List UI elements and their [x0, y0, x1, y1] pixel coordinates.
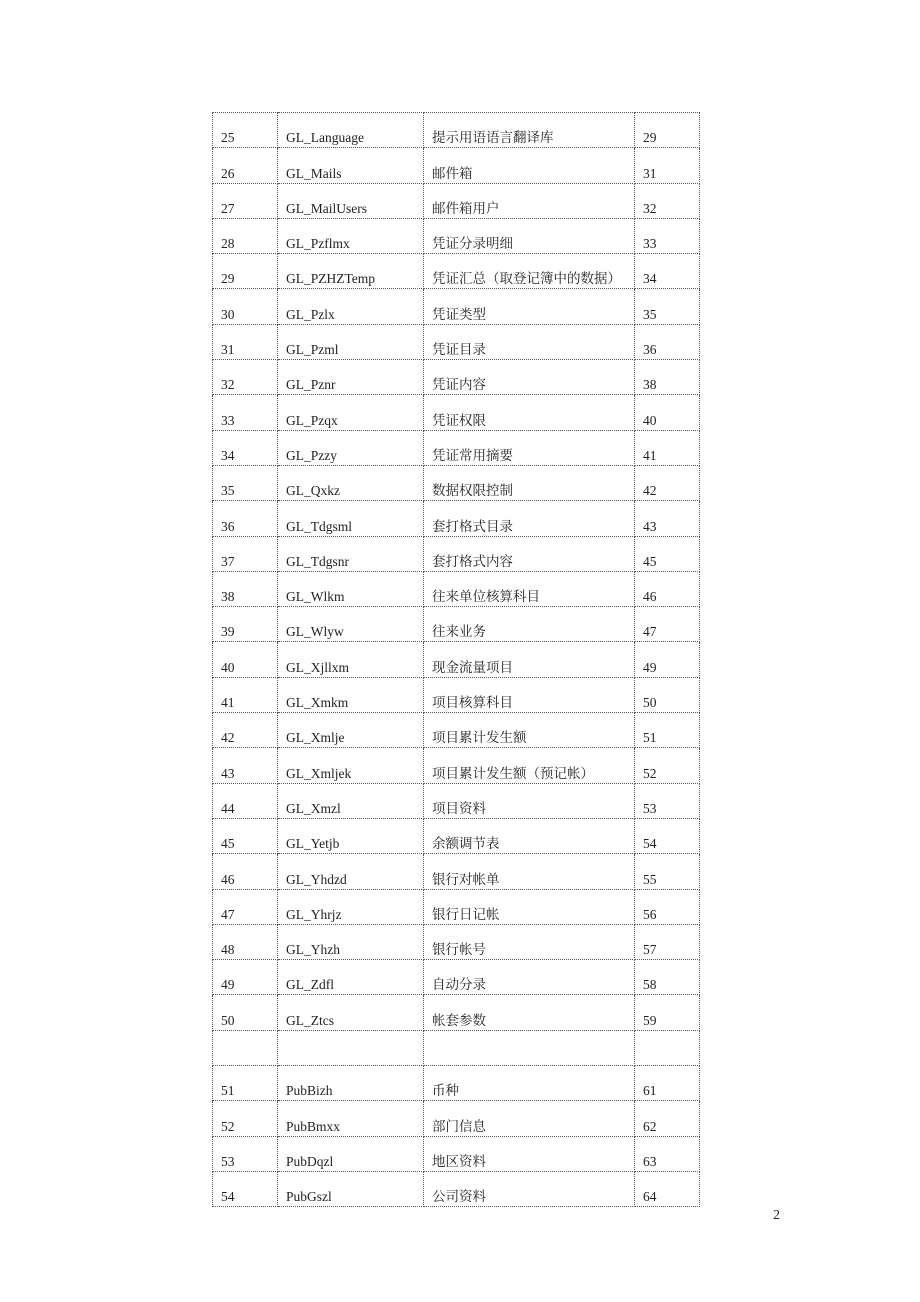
table-name-cell: GL_Xjllxm — [278, 642, 424, 677]
row-number-cell: 44 — [213, 783, 278, 818]
row-number-cell: 54 — [213, 1171, 278, 1206]
page-ref-cell: 49 — [635, 642, 700, 677]
row-number-cell: 48 — [213, 924, 278, 959]
table-row — [213, 818, 700, 853]
table-name-cell: GL_Xmlje — [278, 713, 424, 748]
table-row — [213, 430, 700, 465]
table-name-cell: PubBmxx — [278, 1101, 424, 1136]
description-cell: 项目核算科目 — [424, 677, 635, 712]
row-number-cell: 32 — [213, 360, 278, 395]
table-row — [213, 183, 700, 218]
row-number-cell: 36 — [213, 501, 278, 536]
page-ref-cell: 64 — [635, 1171, 700, 1206]
row-number-cell: 43 — [213, 748, 278, 783]
page-ref-cell: 43 — [635, 501, 700, 536]
description-cell: 余额调节表 — [424, 818, 635, 853]
page-ref-cell: 47 — [635, 607, 700, 642]
description-cell: 自动分录 — [424, 960, 635, 995]
page-ref-cell: 41 — [635, 430, 700, 465]
table-name-cell: GL_Pzzy — [278, 430, 424, 465]
table-row — [213, 113, 700, 148]
page-number: 2 — [773, 1208, 780, 1223]
table-name-cell: GL_Wlkm — [278, 571, 424, 606]
description-cell: 凭证内容 — [424, 360, 635, 395]
table-row — [213, 1171, 700, 1206]
page-ref-cell: 51 — [635, 713, 700, 748]
table-row — [213, 148, 700, 183]
row-number-cell: 29 — [213, 254, 278, 289]
table-name-cell: GL_Pzflmx — [278, 218, 424, 253]
row-number-cell: 34 — [213, 430, 278, 465]
table-row — [213, 324, 700, 359]
row-number-cell: 25 — [213, 113, 278, 148]
row-number-cell: 41 — [213, 677, 278, 712]
table-row — [213, 465, 700, 500]
description-cell: 凭证目录 — [424, 324, 635, 359]
row-number-cell: 27 — [213, 183, 278, 218]
table-name-cell: GL_Pzqx — [278, 395, 424, 430]
row-number-cell: 28 — [213, 218, 278, 253]
page-ref-cell: 62 — [635, 1101, 700, 1136]
page-ref-cell: 59 — [635, 995, 700, 1030]
row-number-cell: 38 — [213, 571, 278, 606]
page-ref-cell: 53 — [635, 783, 700, 818]
description-cell: 凭证权限 — [424, 395, 635, 430]
page-ref-cell: 42 — [635, 465, 700, 500]
table-row — [213, 360, 700, 395]
table-row — [213, 254, 700, 289]
table-name-cell: GL_PZHZTemp — [278, 254, 424, 289]
description-cell: 币种 — [424, 1066, 635, 1101]
row-number-cell: 49 — [213, 960, 278, 995]
table-row — [213, 924, 700, 959]
page-ref-cell: 57 — [635, 924, 700, 959]
description-cell: 项目累计发生额 — [424, 713, 635, 748]
page-ref-cell: 58 — [635, 960, 700, 995]
table-name-cell: GL_MailUsers — [278, 183, 424, 218]
page-ref-cell: 56 — [635, 889, 700, 924]
row-number-cell: 42 — [213, 713, 278, 748]
table-name-cell — [278, 1030, 424, 1065]
table-name-cell: GL_Yetjb — [278, 818, 424, 853]
page-ref-cell: 46 — [635, 571, 700, 606]
page-ref-cell: 36 — [635, 324, 700, 359]
table-name-cell: GL_Zdfl — [278, 960, 424, 995]
description-cell: 数据权限控制 — [424, 465, 635, 500]
table-name-cell: GL_Yhrjz — [278, 889, 424, 924]
page-ref-cell: 50 — [635, 677, 700, 712]
page-ref-cell: 54 — [635, 818, 700, 853]
row-number-cell: 47 — [213, 889, 278, 924]
row-number-cell: 31 — [213, 324, 278, 359]
page-ref-cell: 33 — [635, 218, 700, 253]
table-name-cell: PubBizh — [278, 1066, 424, 1101]
table-list — [212, 112, 700, 1207]
table-row — [213, 1066, 700, 1101]
table-name-cell: GL_Pznr — [278, 360, 424, 395]
description-cell: 凭证汇总（取登记簿中的数据） — [424, 254, 635, 289]
row-number-cell: 40 — [213, 642, 278, 677]
row-number-cell — [213, 1030, 278, 1065]
table-row — [213, 889, 700, 924]
page-ref-cell: 45 — [635, 536, 700, 571]
description-cell: 银行日记帐 — [424, 889, 635, 924]
page-ref-cell: 35 — [635, 289, 700, 324]
table-row — [213, 995, 700, 1030]
page-ref-cell: 52 — [635, 748, 700, 783]
table-row — [213, 501, 700, 536]
table-row — [213, 677, 700, 712]
table-row — [213, 960, 700, 995]
description-cell: 银行帐号 — [424, 924, 635, 959]
table-row — [213, 748, 700, 783]
table-row — [213, 395, 700, 430]
description-cell: 帐套参数 — [424, 995, 635, 1030]
description-cell: 公司资料 — [424, 1171, 635, 1206]
row-number-cell: 52 — [213, 1101, 278, 1136]
row-number-cell: 26 — [213, 148, 278, 183]
table-row — [213, 783, 700, 818]
page-ref-cell: 32 — [635, 183, 700, 218]
description-cell: 项目累计发生额（预记帐） — [424, 748, 635, 783]
table-row — [213, 536, 700, 571]
page-ref-cell: 38 — [635, 360, 700, 395]
page-ref-cell: 63 — [635, 1136, 700, 1171]
description-cell: 邮件箱用户 — [424, 183, 635, 218]
row-number-cell: 50 — [213, 995, 278, 1030]
page-ref-cell: 31 — [635, 148, 700, 183]
table-name-cell: PubGszl — [278, 1171, 424, 1206]
row-number-cell: 35 — [213, 465, 278, 500]
table-name-cell: GL_Xmzl — [278, 783, 424, 818]
row-number-cell: 46 — [213, 854, 278, 889]
page-ref-cell: 61 — [635, 1066, 700, 1101]
table-name-cell: GL_Xmljek — [278, 748, 424, 783]
description-cell: 凭证类型 — [424, 289, 635, 324]
table-name-cell: GL_Pzml — [278, 324, 424, 359]
description-cell: 提示用语语言翻译库 — [424, 113, 635, 148]
table-name-cell: GL_Pzlx — [278, 289, 424, 324]
row-number-cell: 30 — [213, 289, 278, 324]
page-ref-cell — [635, 1030, 700, 1065]
description-cell: 邮件箱 — [424, 148, 635, 183]
description-cell: 银行对帐单 — [424, 854, 635, 889]
table-name-cell: GL_Ztcs — [278, 995, 424, 1030]
page-ref-cell: 34 — [635, 254, 700, 289]
table-name-cell: GL_Yhdzd — [278, 854, 424, 889]
table-name-cell: PubDqzl — [278, 1136, 424, 1171]
description-cell — [424, 1030, 635, 1065]
table-name-cell: GL_Tdgsnr — [278, 536, 424, 571]
table-row — [213, 1136, 700, 1171]
description-cell: 现金流量项目 — [424, 642, 635, 677]
table-row — [213, 289, 700, 324]
page-ref-cell: 40 — [635, 395, 700, 430]
row-number-cell: 37 — [213, 536, 278, 571]
table-row — [213, 854, 700, 889]
row-number-cell: 33 — [213, 395, 278, 430]
description-cell: 部门信息 — [424, 1101, 635, 1136]
row-number-cell: 39 — [213, 607, 278, 642]
row-number-cell: 51 — [213, 1066, 278, 1101]
description-cell: 项目资料 — [424, 783, 635, 818]
table-row — [213, 218, 700, 253]
table-name-cell: GL_Xmkm — [278, 677, 424, 712]
description-cell: 凭证常用摘要 — [424, 430, 635, 465]
table-name-cell: GL_Wlyw — [278, 607, 424, 642]
table-name-cell: GL_Yhzh — [278, 924, 424, 959]
table-name-cell: GL_Language — [278, 113, 424, 148]
description-cell: 往来业务 — [424, 607, 635, 642]
table-row — [213, 642, 700, 677]
row-number-cell: 45 — [213, 818, 278, 853]
description-cell: 套打格式目录 — [424, 501, 635, 536]
table-row — [213, 571, 700, 606]
table-row — [213, 1101, 700, 1136]
description-cell: 往来单位核算科目 — [424, 571, 635, 606]
table-row — [213, 1030, 700, 1065]
row-number-cell: 53 — [213, 1136, 278, 1171]
table-row — [213, 607, 700, 642]
description-cell: 地区资料 — [424, 1136, 635, 1171]
table-body — [213, 113, 700, 1207]
table-name-cell: GL_Tdgsml — [278, 501, 424, 536]
page-ref-cell: 29 — [635, 113, 700, 148]
page-ref-cell: 55 — [635, 854, 700, 889]
table-row — [213, 713, 700, 748]
table-name-cell: GL_Qxkz — [278, 465, 424, 500]
description-cell: 凭证分录明细 — [424, 218, 635, 253]
description-cell: 套打格式内容 — [424, 536, 635, 571]
table-name-cell: GL_Mails — [278, 148, 424, 183]
